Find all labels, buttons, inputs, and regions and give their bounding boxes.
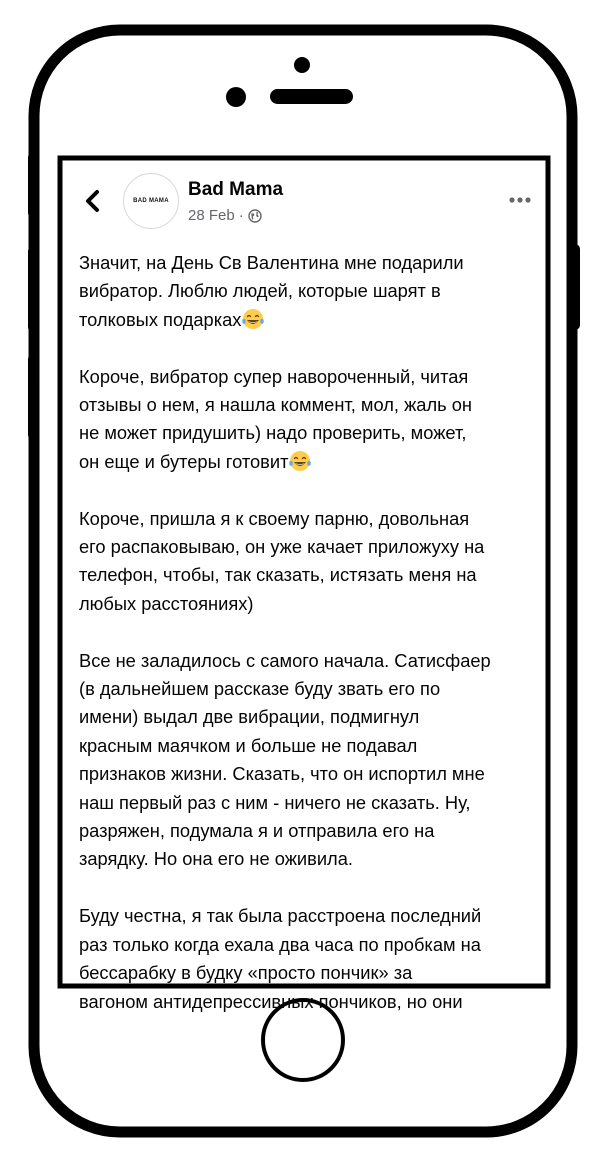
author-name[interactable]: Bad Mama (188, 179, 284, 200)
post-line: он еще и бутеры готовит (79, 450, 289, 472)
post-line: наш первый раз с ним - ничего не сказать. Ну, (79, 791, 471, 813)
post-line: раз только когда ехала два часа по пробкам на (79, 933, 481, 955)
post-line: его распаковываю, он уже качает приложуху на (79, 536, 485, 558)
post-line: имени) выдал две вибрации, подмигнул (79, 706, 420, 728)
back-button[interactable] (79, 183, 107, 219)
post-line: вибратор. Люблю людей, которые шарят в (79, 280, 441, 302)
avatar-logo-text: BAD MAMA (133, 198, 169, 204)
post-paragraph-5 (79, 902, 535, 1016)
post-line: Короче, пришла я к своему парню, довольная (79, 507, 470, 529)
phone-screen (63, 161, 545, 1012)
phone-speaker (270, 89, 353, 104)
post-line: (в дальнейшем рассказе буду звать его по (79, 678, 441, 700)
post-line: признаков жизни. Сказать, что он испортил мне (79, 763, 485, 785)
avatar[interactable] (123, 173, 179, 229)
post-date[interactable]: 28 Feb (188, 207, 235, 224)
post-line: разряжен, подумала я и отправила его на (79, 820, 435, 842)
post-line: Буду честна, я так была расстроена последний (79, 905, 482, 927)
post-paragraph-2 (79, 363, 535, 477)
post-text (79, 249, 535, 1044)
post-line: вагоном антидепрессивных пончиков, но они (79, 990, 463, 1012)
more-options-button[interactable] (505, 189, 535, 211)
phone-camera (226, 87, 246, 107)
post-line: толковых подарках (79, 308, 242, 330)
phone-sensor (294, 57, 310, 73)
laughing-tears-emoji-icon (288, 450, 312, 472)
post-paragraph-1 (79, 249, 535, 334)
post-header (63, 161, 545, 241)
post-meta (188, 207, 262, 224)
meta-separator: · (238, 207, 244, 224)
post-line: любых расстояниях) (79, 592, 254, 614)
post-line: телефон, чтобы, так сказать, истязать меня на (79, 564, 477, 586)
post-line: Все не заладилось с самого начала. Сатисфаер (79, 649, 491, 671)
post-line: не может придушить) надо проверить, может, (79, 422, 467, 444)
post-paragraph-4 (79, 647, 535, 874)
post-line: красным маячком и больше не подавал (79, 734, 418, 756)
post-line: отзывы о нем, я нашла коммент, мол, жаль он (79, 394, 473, 416)
post-line: бессарабку в будку «просто пончик» за (79, 962, 413, 984)
more-horizontal-icon (505, 189, 535, 211)
post-paragraph-3 (79, 505, 535, 619)
globe-icon (248, 209, 262, 223)
post-line: Значит, на День Св Валентина мне подарили (79, 252, 464, 273)
laughing-tears-emoji-icon (241, 308, 265, 330)
post-line: Короче, вибратор супер навороченный, читая (79, 365, 469, 387)
chevron-left-icon (79, 183, 107, 219)
post-line: зарядку. Но она его не оживила. (79, 848, 353, 870)
